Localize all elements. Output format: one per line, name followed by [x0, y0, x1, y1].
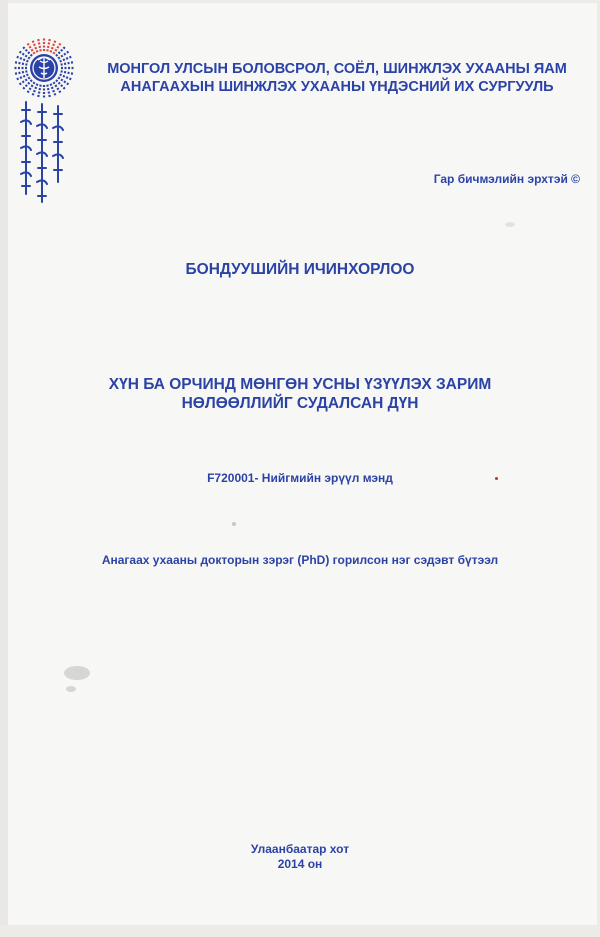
emblem-ray [56, 47, 65, 56]
author-name: БОНДУУШИЙН ИЧИНХОРЛОО [185, 261, 415, 278]
emblem-ray [47, 85, 50, 98]
paper-speck [495, 477, 498, 480]
paper-smudge [66, 686, 76, 692]
university-name: АНАГААХЫН ШИНЖЛЭХ УХААНЫ ҮНДЭСНИЙ ИХ СУРГУУЛЬ [120, 79, 554, 95]
place-and-year [150, 842, 450, 872]
university-emblem-icon [12, 36, 76, 100]
thesis-title-line-1: ХҮН БА ОРЧИНД МӨНГӨН УСНЫ ҮЗҮҮЛЭХ ЗАРИМ [108, 376, 492, 393]
specialty-code: F720001- Нийгмийн эрүүл мэнд [207, 471, 393, 485]
emblem-ray [23, 80, 32, 89]
emblem-ray [15, 71, 28, 74]
emblem-ray [61, 71, 74, 74]
place: Улаанбаатар хот [250, 842, 350, 856]
emblem-ray [56, 80, 65, 89]
ministry-header [92, 60, 582, 96]
ministry-name: МОНГОЛ УЛСЫН БОЛОВСРОЛ, СОЁЛ, ШИНЖЛЭХ УХААНЫ ЯАМ [107, 61, 567, 77]
emblem-ray [61, 62, 74, 65]
paper-smudge [64, 666, 90, 680]
paper-smudge [232, 522, 236, 526]
page-edge-bottom [0, 925, 600, 937]
emblem-ray [23, 47, 32, 56]
emblem-ray [47, 39, 50, 52]
emblem-ray [15, 62, 28, 65]
degree-statement: Анагаах ухааны докторын зэрэг (PhD) горилсон нэг сэдэвт бүтээл [101, 553, 499, 567]
copyright-notice: Гар бичмэлийн эрхтэй © [433, 172, 580, 186]
mongol-script-emblem [16, 98, 68, 210]
emblem-ray [38, 39, 41, 52]
thesis-title [70, 375, 530, 413]
page-edge [0, 0, 8, 937]
year: 2014 он [277, 857, 323, 871]
paper-smudge [505, 222, 515, 227]
thesis-title-line-2: НӨЛӨӨЛЛИЙГ СУДАЛСАН ДҮН [181, 395, 419, 412]
emblem-ray [38, 85, 41, 98]
